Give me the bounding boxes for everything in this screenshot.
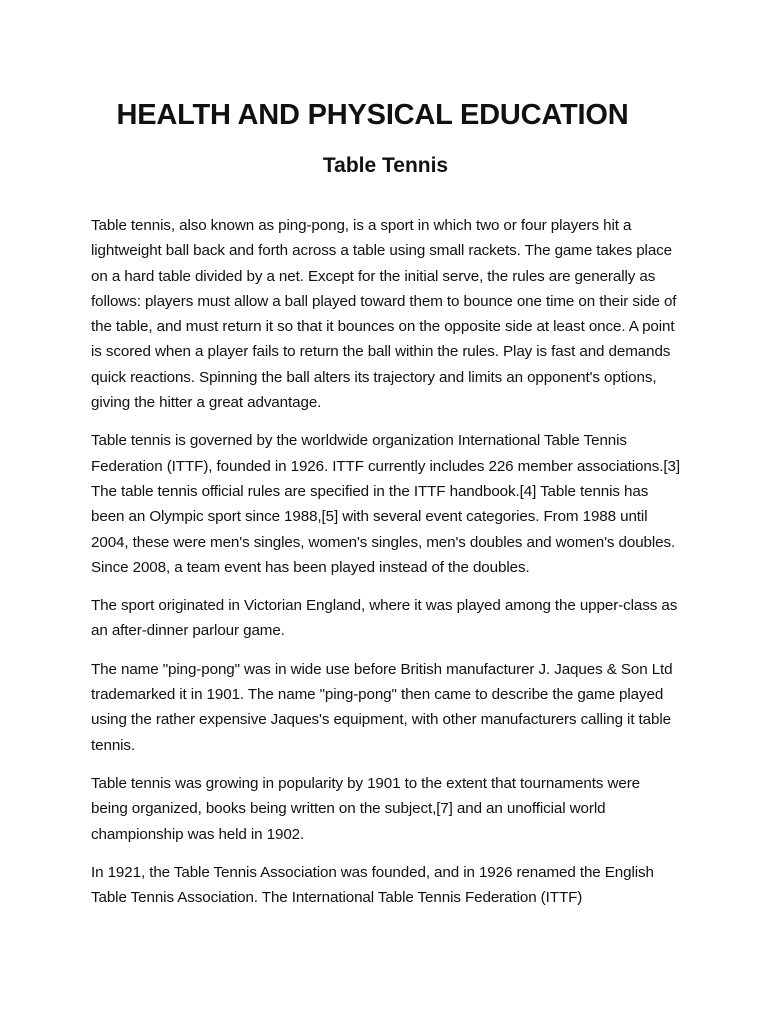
paragraph-5: Table tennis was growing in popularity by 1901 to the extent that tournaments were being organized, books being written on the subject,[7] and an unofficial world championship was held in 1902.	[91, 774, 641, 843]
paragraph-6: In 1921, the Table Tennis Association was founded, and in 1926 renamed the English Table Tennis Association. The International Table Tennis Federation (ITTF)	[91, 863, 654, 907]
document-title	[91, 92, 680, 191]
paragraph-1: Table tennis, also known as ping-pong, is a sport in which two or four players hit a lightweight ball back and forth across a table using small rackets. The game takes place on a hard table divided by a net. Except for the initial serve, the rules are generally as follows: players must allow a ball played toward them to bounce one time on their side of the table, and must return it so that it bounces on the opposite side at least once. A point is scored when a player fails to return the ball within the rules. Play is fast and demands quick reactions. Spinning the ball alters its trajectory and limits an opponent's options, giving the hitter a great advantage.	[91, 217, 677, 412]
paragraph-2: Table tennis is governed by the worldwide organization International Table Tennis Federation (ITTF), founded in 1926. ITTF currently includes 226 member associations.[3] The table tennis official rules are specified in the ITTF handbook.[4] Table tennis has been an Olympic sport since 1988,[5] with several event categories. From 1988 until 2004, these were men's singles, women's singles, men's doubles and women's doubles. Since 2008, a team event has been played instead of the doubles.	[91, 432, 680, 576]
paragraph-3: The sport originated in Victorian England, where it was played among the upper-class as an after-dinner parlour game.	[91, 597, 678, 640]
title-sub: Table Tennis	[322, 154, 449, 177]
paragraph-4: The name "ping-pong" was in wide use before British manufacturer J. Jaques & Son Ltd trademarked it in 1901. The name "ping-pong" then came to describe the game played using the rather expensive Jaques's equipment, with other manufacturers calling it table tennis.	[91, 660, 673, 754]
title-main: HEALTH AND PHYSICAL EDUCATION	[116, 99, 629, 131]
